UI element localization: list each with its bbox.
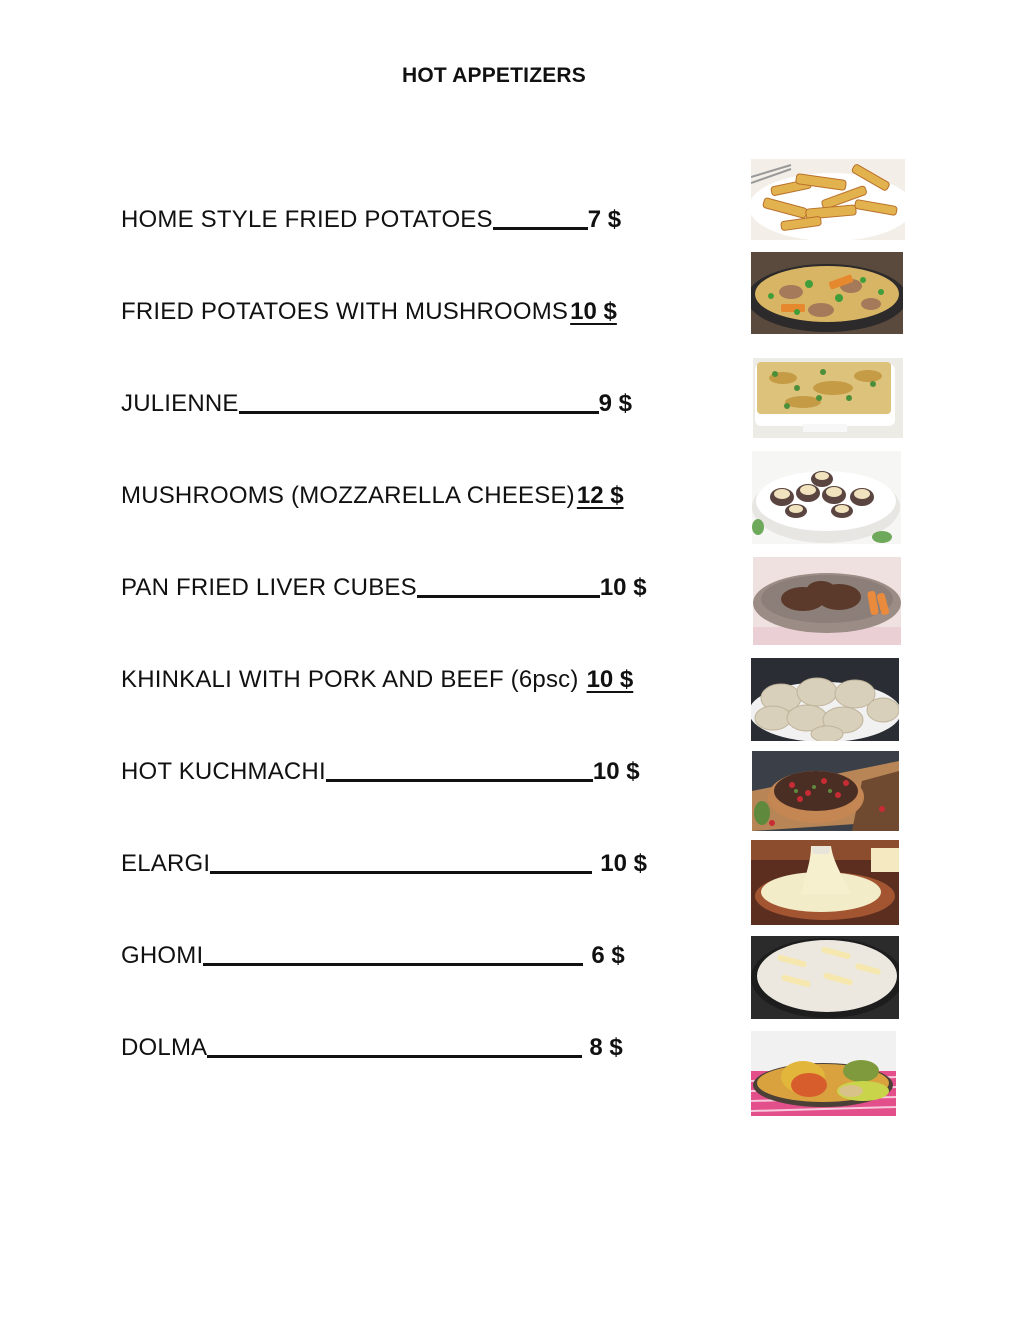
menu-item-price: 10 $ (600, 850, 647, 877)
kuchmachi-photo (752, 751, 899, 831)
stuffed-mushrooms-photo (752, 451, 901, 544)
menu-item-name: MUSHROOMS (MOZZARELLA CHEESE) (121, 482, 575, 509)
menu-item-price: 10 $ (586, 666, 634, 693)
menu-item-price: 7 $ (587, 206, 622, 233)
menu-item (121, 478, 624, 510)
page-title: HOT APPETIZERS (401, 64, 587, 87)
menu-item (121, 570, 647, 602)
fried-potatoes-photo (751, 159, 905, 240)
menu-item (121, 662, 633, 694)
menu-item-name: JULIENNE (121, 390, 239, 417)
menu-item-price: 12 $ (576, 482, 624, 509)
fried-potatoes-mushrooms-photo (751, 252, 903, 334)
menu-item-price: 10 $ (592, 758, 640, 785)
leader-line (417, 595, 600, 598)
liver-cubes-photo (753, 557, 901, 645)
menu-item-name: ELARGI (121, 850, 211, 877)
menu-item-name: HOME STYLE FRIED POTATOES (121, 206, 493, 233)
menu-item-price: 9 $ (598, 390, 633, 417)
menu-item-price: 10 $ (570, 298, 617, 325)
menu-item-name: PAN FRIED LIVER CUBES (121, 574, 417, 601)
menu-item (121, 1030, 623, 1062)
menu-item-name: DOLMA (121, 1034, 208, 1061)
leader-line (203, 963, 583, 966)
elargi-photo (751, 840, 899, 925)
menu-item (121, 202, 621, 234)
dolma-photo (751, 1031, 896, 1116)
julienne-photo (753, 358, 903, 438)
menu-item-price: 10 $ (599, 574, 647, 601)
leader-line (210, 871, 592, 874)
khinkali-photo (751, 658, 899, 741)
menu-item (121, 846, 647, 878)
leader-line (207, 1055, 582, 1058)
menu-item-name: KHINKALI WITH PORK AND BEEF (6psc) (121, 666, 579, 693)
menu-item-name: HOT KUCHMACHI (121, 758, 326, 785)
ghomi-photo (751, 936, 899, 1019)
menu-item-price: 8 $ (589, 1034, 623, 1061)
menu-item (121, 938, 625, 970)
menu-item (121, 754, 640, 786)
leader-line (493, 227, 588, 230)
menu-item-name: GHOMI (121, 942, 204, 969)
leader-line (239, 411, 599, 414)
menu-item (121, 294, 617, 326)
menu-item-price: 6 $ (591, 942, 625, 969)
menu-item-name: FRIED POTATOES WITH MUSHROOMS (121, 298, 569, 325)
leader-line (326, 779, 593, 782)
menu-item (121, 386, 632, 418)
